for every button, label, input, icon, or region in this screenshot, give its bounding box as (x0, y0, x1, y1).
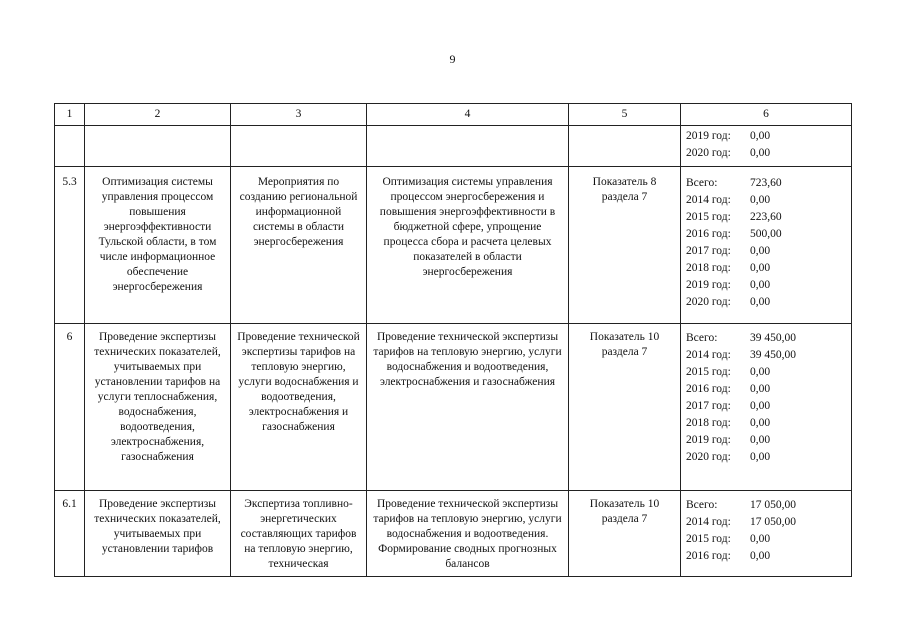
funding-amount: 39 450,00 (750, 349, 796, 361)
funding-line (686, 449, 846, 466)
funding-year-label: 2019 год: (686, 130, 731, 142)
activity-cell: Мероприятия по созданию региональной информационной системы в области энергосбережения (231, 167, 367, 324)
task-name-cell: Проведение экспертизы технических показателей, учитываемых при установлении тарифов (85, 491, 231, 577)
funding-year-label: 2019 год: (686, 279, 731, 291)
funding-year-label: 2018 год: (686, 262, 731, 274)
funding-year-label: 2019 год: (686, 434, 731, 446)
funding-line (686, 497, 846, 514)
expected-result-cell: Проведение технической экспертизы тарифов на тепловую энергию, услуги водоснабжения и водоотведения. Формирование сводных прогнозных балансов (367, 491, 569, 577)
funding-amount: 0,00 (750, 550, 771, 562)
expected-result-cell: Оптимизация системы управления процессом энергосбережения и повышения энергоэффективности в бюджетной сфере, упрощение процесса сбора и расчета целевых показателей в области энергосбережения (367, 167, 569, 324)
funding-year-label: 2016 год: (686, 228, 731, 240)
table-row (55, 126, 852, 167)
funding-year-label: 2015 год: (686, 533, 731, 545)
activity-cell: Экспертиза топливно-энергетических составляющих тарифов на тепловую энергию, техническая (231, 491, 367, 577)
funding-year-label: 2020 год: (686, 296, 731, 308)
funding-year-label: 2020 год: (686, 147, 731, 159)
funding-line (686, 128, 846, 145)
funding-year-label: 2017 год: (686, 245, 731, 257)
funding-amount: 0,00 (750, 194, 771, 206)
activity-cell (231, 126, 367, 167)
funding-line (686, 531, 846, 548)
funding-amount: 0,00 (750, 245, 771, 257)
funding-amount: 0,00 (750, 383, 771, 395)
funding-amount: 17 050,00 (750, 516, 796, 528)
funding-year-label: Всего: (686, 177, 718, 189)
funding-amount: 0,00 (750, 147, 771, 159)
header-col-3: 3 (231, 104, 367, 126)
funding-amount: 0,00 (750, 451, 771, 463)
funding-amount: 0,00 (750, 279, 771, 291)
funding-year-label: 2016 год: (686, 383, 731, 395)
funding-line (686, 364, 846, 381)
expected-result-cell: Проведение технической экспертизы тарифов на тепловую энергию, услуги водоснабжения и водоотведения, электроснабжения и газоснабжения (367, 324, 569, 491)
funding-line (686, 192, 846, 209)
funding-amount: 17 050,00 (750, 499, 796, 511)
funding-amount: 0,00 (750, 366, 771, 378)
table-row (55, 491, 852, 577)
funding-amount: 0,00 (750, 533, 771, 545)
header-col-6: 6 (681, 104, 852, 126)
funding-year-label: 2017 год: (686, 400, 731, 412)
funding-line (686, 381, 846, 398)
table-row (55, 324, 852, 491)
program-table (54, 103, 852, 577)
row-number-cell: 6 (55, 324, 85, 491)
indicator-cell: Показатель 10 раздела 7 (569, 324, 681, 491)
funding-amount: 0,00 (750, 400, 771, 412)
indicator-cell: Показатель 8 раздела 7 (569, 167, 681, 324)
funding-line (686, 294, 846, 311)
funding-line (686, 145, 846, 162)
funding-cell (681, 324, 852, 491)
funding-line (686, 514, 846, 531)
funding-cell (681, 491, 852, 577)
funding-amount: 723,60 (750, 177, 782, 189)
funding-year-label: 2014 год: (686, 349, 731, 361)
header-col-1: 1 (55, 104, 85, 126)
funding-line (686, 175, 846, 192)
activity-cell: Проведение технической экспертизы тарифов на тепловую энергию, услуги водоснабжения и водоотведения, электроснабжения и газоснабжения (231, 324, 367, 491)
funding-amount: 39 450,00 (750, 332, 796, 344)
task-name-cell: Оптимизация системы управления процессом повышения энергоэффективности Тульской области, в том числе информационное обеспечение энергосбережения (85, 167, 231, 324)
funding-line (686, 209, 846, 226)
header-col-4: 4 (367, 104, 569, 126)
funding-year-label: 2015 год: (686, 366, 731, 378)
funding-line (686, 243, 846, 260)
funding-amount: 500,00 (750, 228, 782, 240)
funding-amount: 0,00 (750, 262, 771, 274)
funding-line (686, 415, 846, 432)
funding-year-label: 2018 год: (686, 417, 731, 429)
funding-line (686, 432, 846, 449)
table-row (55, 167, 852, 324)
table-header-row (55, 104, 852, 126)
funding-amount: 0,00 (750, 434, 771, 446)
funding-year-label: 2015 год: (686, 211, 731, 223)
funding-line (686, 398, 846, 415)
task-name-cell (85, 126, 231, 167)
funding-line (686, 277, 846, 294)
funding-line (686, 347, 846, 364)
funding-amount: 0,00 (750, 130, 771, 142)
funding-cell (681, 126, 852, 167)
funding-year-label: 2014 год: (686, 194, 731, 206)
funding-amount: 0,00 (750, 296, 771, 308)
indicator-cell (569, 126, 681, 167)
funding-line (686, 226, 846, 243)
funding-year-label: 2020 год: (686, 451, 731, 463)
funding-year-label: Всего: (686, 499, 718, 511)
row-number-cell: 6.1 (55, 491, 85, 577)
expected-result-cell (367, 126, 569, 167)
funding-amount: 223,60 (750, 211, 782, 223)
row-number-cell (55, 126, 85, 167)
funding-amount: 0,00 (750, 417, 771, 429)
task-name-cell: Проведение экспертизы технических показателей, учитываемых при установлении тарифов на услуги теплоснабжения, водоснабжения, водоотведения, электроснабжения, газоснабжения (85, 324, 231, 491)
indicator-cell: Показатель 10 раздела 7 (569, 491, 681, 577)
funding-year-label: Всего: (686, 332, 718, 344)
funding-line (686, 260, 846, 277)
page-number: 9 (449, 52, 456, 66)
funding-cell (681, 167, 852, 324)
row-number-cell: 5.3 (55, 167, 85, 324)
funding-line (686, 548, 846, 565)
funding-year-label: 2014 год: (686, 516, 731, 528)
header-col-5: 5 (569, 104, 681, 126)
header-col-2: 2 (85, 104, 231, 126)
funding-year-label: 2016 год: (686, 550, 731, 562)
funding-line (686, 330, 846, 347)
